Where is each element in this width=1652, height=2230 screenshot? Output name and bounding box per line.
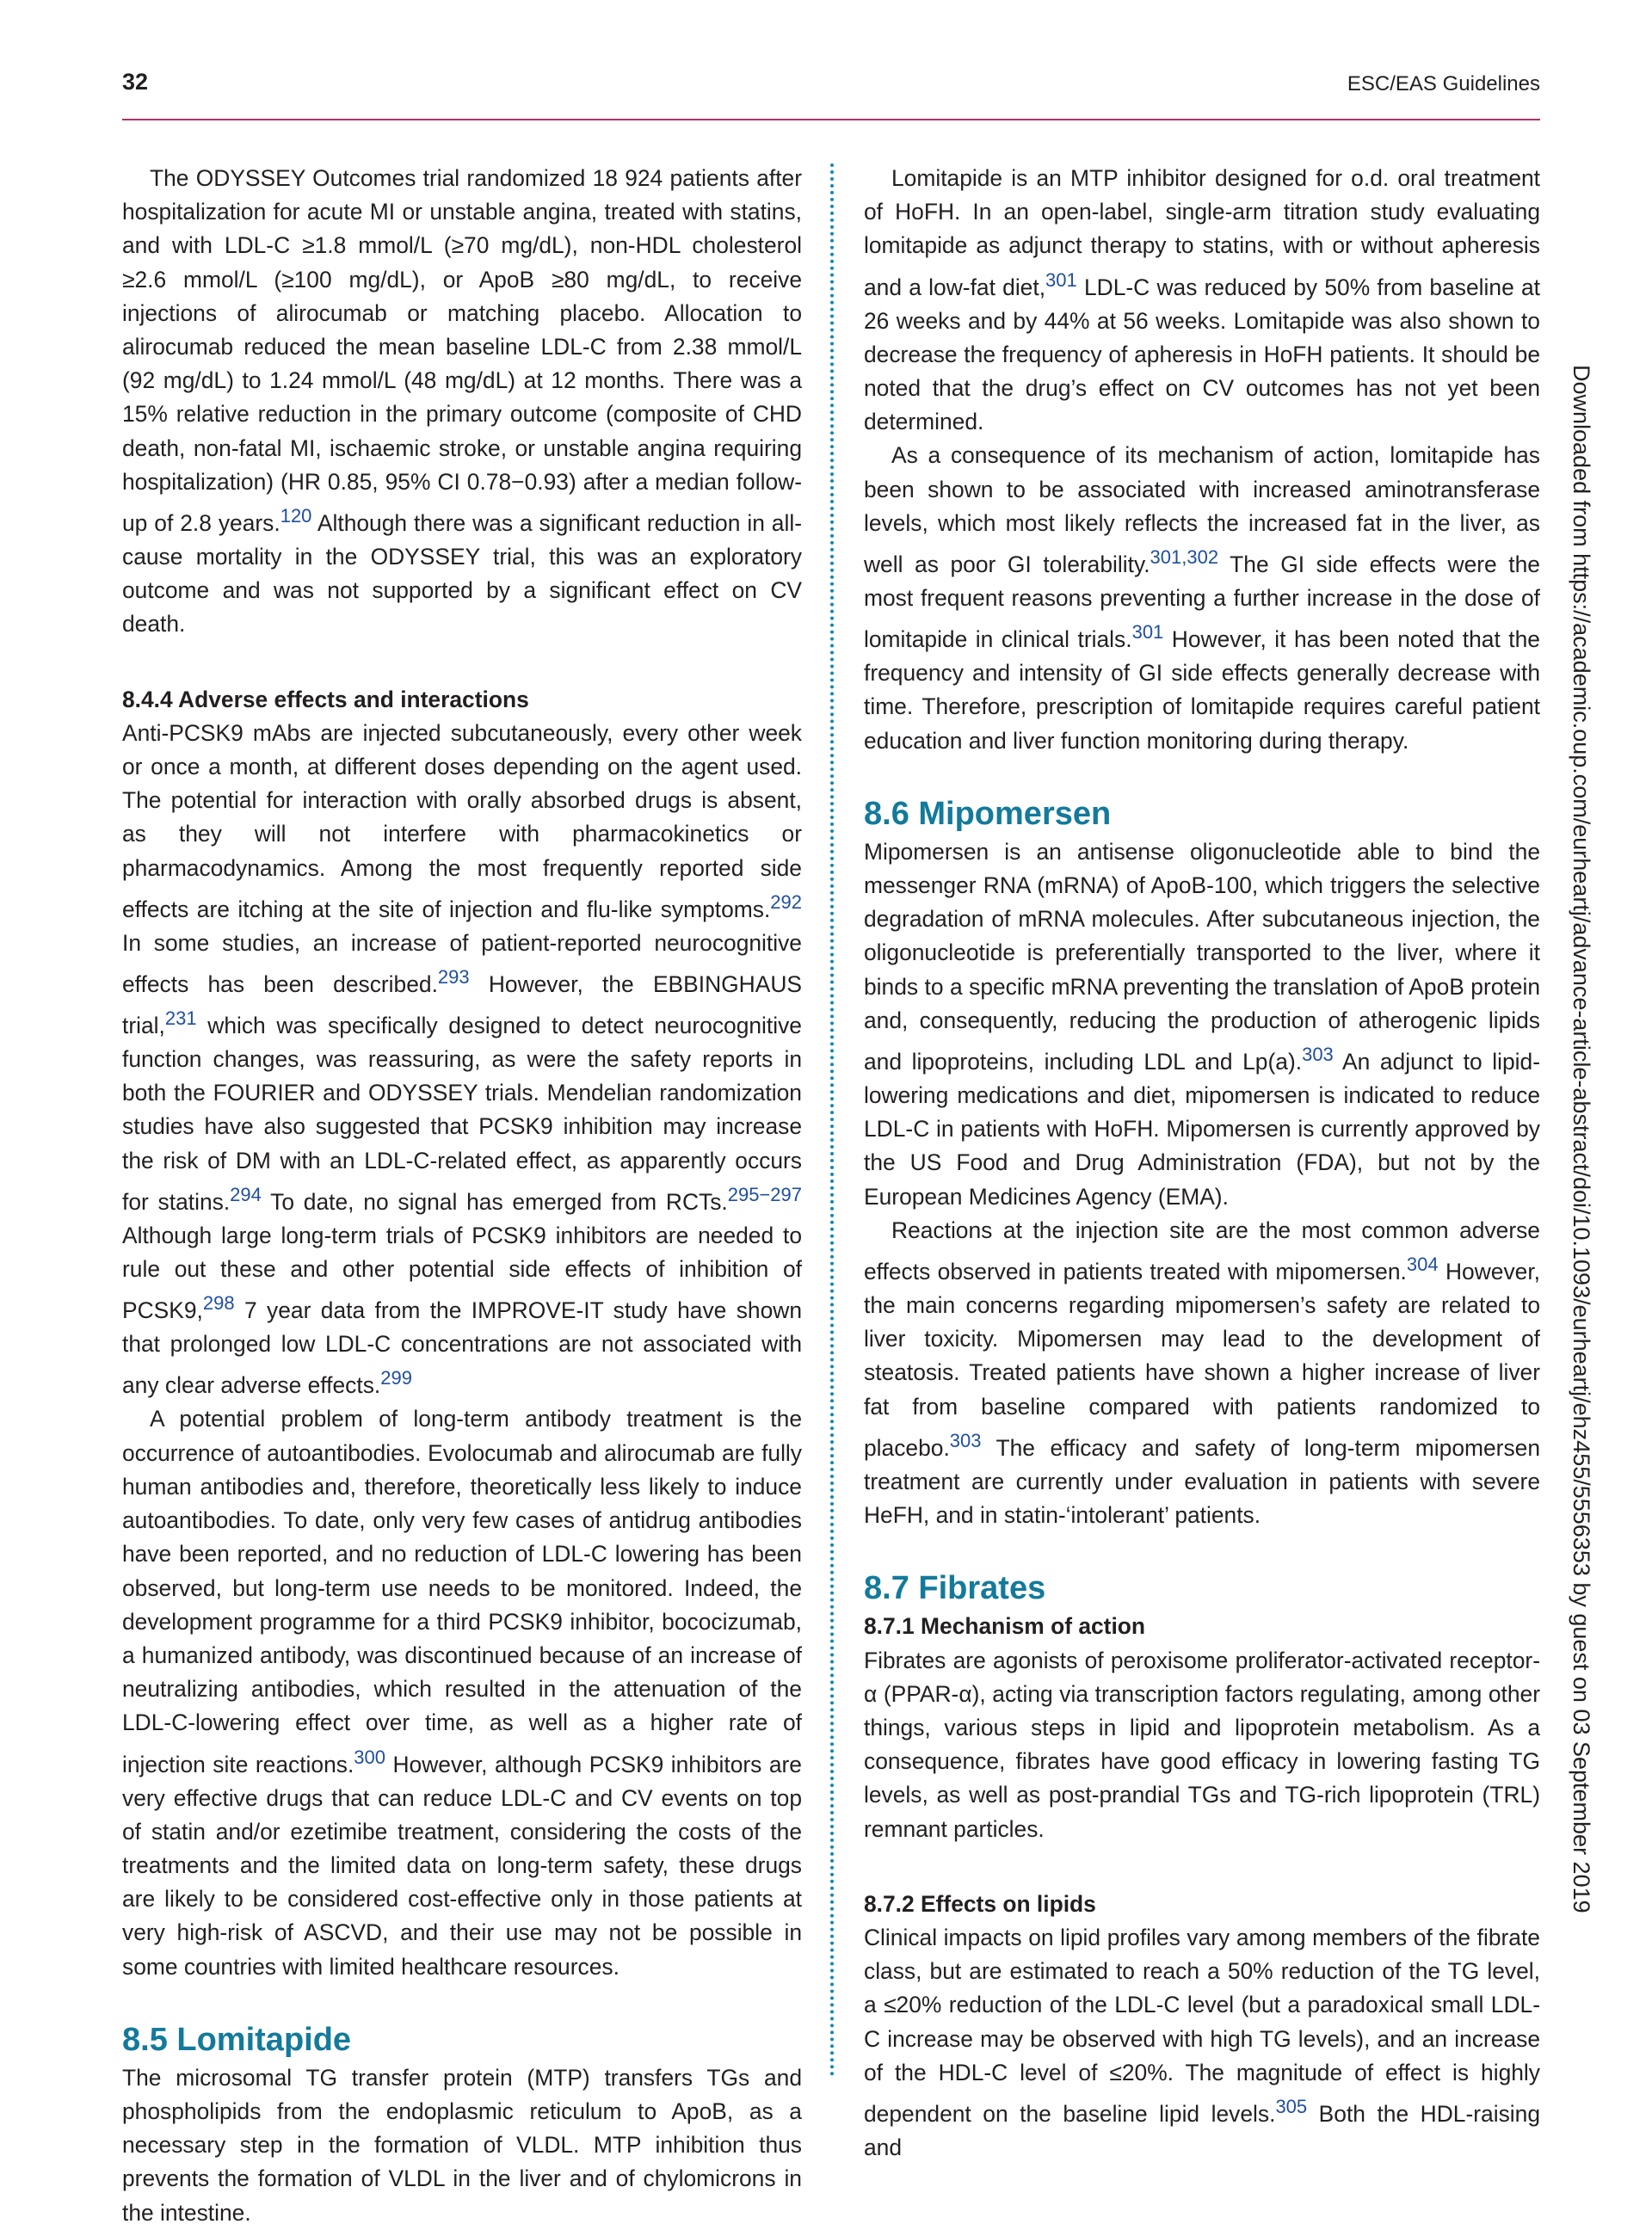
odyssey-paragraph: The ODYSSEY Outcomes trial randomized 18 924 patients after hospitalization for acute MI or unstable angina, treated with statins, and with LDL-C ≥1.8 mmol/L (≥70 mg/dL), non-HDL cholesterol ≥2.6 mmol/L (≥100 mg/dL), or ApoB ≥80 mg/dL, to receive injections of alirocumab or matching placebo. Allocation to alirocumab reduced the mean baseline LDL-C from 2.38 mmol/L (92 mg/dL) to 1.24 mmol/L (48 mg/dL) at 12 months. There was a 15% relative reduction in the primary outcome (composite of CHD death, non-fatal MI, ischaemic stroke, or unstable angina requiring hospitalization) (HR 0.85, 95% CI 0.78−0.93) after a median follow-up of 2.8 years.$^{120}$ Although there was a significant reduction in all-cause mortality in the ODYSSEY trial, this was an exploratory outcome and was not supported by a significant effect on CV death. xyxy=(122,165,802,638)
citation[interactable]: 294 xyxy=(230,1183,262,1205)
citation[interactable]: 299 xyxy=(380,1367,412,1389)
section-heading-effects-on-lipids: 8.7.2 Effects on lipids xyxy=(864,1890,1096,1917)
citation[interactable]: 300 xyxy=(354,1746,385,1768)
journal-name: ESC/EAS Guidelines xyxy=(1347,72,1540,95)
adverse-effects-paragraph-1: Anti-PCSK9 mAbs are injected subcutaneously, every other week or once a month, at different doses depending on the agent used. The potential for interaction with orally absorbed drugs is absent, as they will not interfere with pharmacokinetics or pharmacodynamics. Among the most frequently reported side effects are itching at the site of injection and flu-like symptoms.$^{292}$ In some studies, an increase of patient-reported neurocognitive effects has been described.$^{293}$ However, the EBBINGHAUS trial,$^{231}$ which was specifically designed to detect neurocognitive function changes, was reassuring, as were the safety reports in both the FOURIER and ODYSSEY trials. Mendelian randomization studies have also suggested that PCSK9 inhibition may increase the risk of DM with an LDL-C-related effect, as apparently occurs for statins.$^{294}$ To date, no signal has emerged from RCTs.$^{295-297}$ Although large long-term trials of PCSK9 inhibitors are needed to rule out these and other potential side effects of inhibition of PCSK9,$^{298}$ 7 year data from the IMPROVE-IT study have shown that prolonged low LDL-C concentrations are not associated with any clear adverse effects.$^{299}$ xyxy=(122,719,802,1399)
citation[interactable]: 293 xyxy=(437,966,470,989)
mipomersen-paragraph-1: Mipomersen is an antisense oligonucleotide able to bind the messenger RNA (mRNA) of ApoB-100, which triggers the selective degradation of mRNA molecules. After subcutaneous injection, the oligonucleotide is preferentially transported to the liver, where it binds to a specific mRNA preventing the translation of ApoB protein and, consequently, reducing the production of atherogenic lipids and lipoproteins, including LDL and Lp(a).$^{303}$ An adjunct to lipid-lowering medications and diet, mipomersen is indicated to reduce LDL-C in patients with HoFH. Mipomersen is currently approved by the US Food and Drug Administration (FDA), but not by the European Medicines Agency (EMA). xyxy=(864,838,1540,1210)
citation[interactable]: 301,302 xyxy=(1150,546,1219,569)
download-watermark[interactable]: Downloaded from https://academic.oup.com/eurheartj/advance-article-abstract/doi/10.1093/eurheartj/ehz455/5556353 by guest on 03 September 2019 xyxy=(1569,365,1594,1913)
citation[interactable]: 301 xyxy=(1045,268,1077,291)
page-number: 32 xyxy=(122,69,149,95)
effects-paragraph: Clinical impacts on lipid profiles vary among members of the fibrate class, but are estimated to reach a 50% reduction of the TG level, a ≤20% reduction of the LDL-C level (but a paradoxical small LDL-C increase may be observed with high TG levels), and an increase of the HDL-C level of ≤20%. The magnitude of effect is highly dependent on the baseline lipid levels.$^{305}$ Both the HDL-raising and xyxy=(864,1924,1541,2160)
citation[interactable]: 303 xyxy=(949,1429,982,1451)
section-heading-mipomersen: 8.6 Mipomersen xyxy=(864,795,1112,832)
right-column xyxy=(864,162,1540,2165)
citation[interactable]: 292 xyxy=(770,890,802,913)
left-column xyxy=(122,162,802,2230)
section-heading-lomitapide: 8.5 Lomitapide xyxy=(122,2021,352,2058)
citation[interactable]: 298 xyxy=(202,1292,235,1315)
lomitapide-paragraph-1: The microsomal TG transfer protein (MTP) transfers TGs and phospholipids from the endoplasmic reticulum to ApoB, as a necessary step in the formation of VLDL. MTP inhibition thus prevents the formation of VLDL in the liver and of chylomicrons in the intestine. xyxy=(122,2064,802,2226)
citation[interactable]: 305 xyxy=(1275,2095,1308,2117)
section-heading-mechanism: 8.7.1 Mechanism of action xyxy=(864,1613,1146,1640)
header-rule xyxy=(122,119,1540,120)
section-heading-fibrates: 8.7 Fibrates xyxy=(864,1570,1046,1607)
column-divider xyxy=(830,163,834,2078)
mechanism-paragraph: Fibrates are agonists of peroxisome proliferator-activated receptor-α (PPAR-α), acting via transcription factors regulating, among other things, various steps in lipid and lipoprotein metabolism. As a consequence, fibrates have good efficacy in lowering fasting TG levels, as well as post-prandial TGs and TG-rich lipoprotein (TRL) remnant particles. xyxy=(864,1647,1540,1842)
section-heading-adverse-effects: 8.4.4 Adverse effects and interactions xyxy=(122,686,529,712)
citation[interactable]: 295−297 xyxy=(727,1183,802,1205)
citation[interactable]: 303 xyxy=(1302,1044,1334,1066)
adverse-effects-paragraph-2: A potential problem of long-term antibody treatment is the occurrence of autoantibodies. Evolocumab and alirocumab are fully human antibodies and, therefore, theoretically less likely to induce autoantibodies. To date, only very few cases of antidrug antibodies have been reported, and no reduction of LDL-C lowering has been observed, but long-term use needs to be monitored. Indeed, the development programme for a third PCSK9 inhibitor, bococizumab, a humanized antibody, was discontinued because of an increase of neutralizing antibodies, which resulted in the attenuation of the LDL-C-lowering effect over time, as well as a higher rate of injection site reactions.$^{300}$ However, although PCSK9 inhibitors are very effective drugs that can reduce LDL-C and CV events on top of statin and/or ezetimibe treatment, considering the costs of the treatments and the limited data on long-term safety, these drugs are likely to be considered cost-effective only in those patients at very high-risk of ASCVD, and their use may not be possible in some countries with limited healthcare resources. xyxy=(122,1406,802,1980)
lomitapide-paragraph-2: Lomitapide is an MTP inhibitor designed for o.d. oral treatment of HoFH. In an open-label, single-arm titration study evaluating lomitapide as adjunct therapy to statins, with or without apheresis and a low-fat diet,$^{301}$ LDL-C was reduced by 50% from baseline at 26 weeks and by 44% at 56 weeks. Lomitapide was also shown to decrease the frequency of apheresis in HoFH patients. It should be noted that the drug’s effect on CV outcomes has not yet been determined. xyxy=(864,165,1540,435)
citation[interactable]: 120 xyxy=(280,505,312,527)
citation[interactable]: 231 xyxy=(164,1007,197,1030)
mipomersen-paragraph-2: Reactions at the injection site are the most common adverse effects observed in patients treated with mipomersen.$^{304}$ However, the main concerns regarding mipomersen’s safety are related to liver toxicity. Mipomersen may lead to the development of steatosis. Treated patients have shown a higher increase of liver fat from baseline compared with patients randomized to placebo.$^{303}$ The efficacy and safety of long-term mipomersen treatment are currently under evaluation in patients with severe HeFH, and in statin-‘intolerant’ patients. xyxy=(864,1217,1541,1529)
citation[interactable]: 304 xyxy=(1406,1254,1439,1276)
citation[interactable]: 301 xyxy=(1131,621,1164,644)
lomitapide-paragraph-3: As a consequence of its mechanism of action, lomitapide has been shown to be associated with increased aminotransferase levels, which most likely reflects the increased fat in the liver, as well as poor GI tolerability.$^{301,302}$ The GI side effects were the most frequent reasons preventing a further increase in the dose of lomitapide in clinical trials.$^{301}$ However, it has been noted that the frequency and intensity of GI side effects generally decrease with time. Therefore, prescription of lomitapide requires careful patient education and liver function monitoring during therapy. xyxy=(864,442,1540,754)
